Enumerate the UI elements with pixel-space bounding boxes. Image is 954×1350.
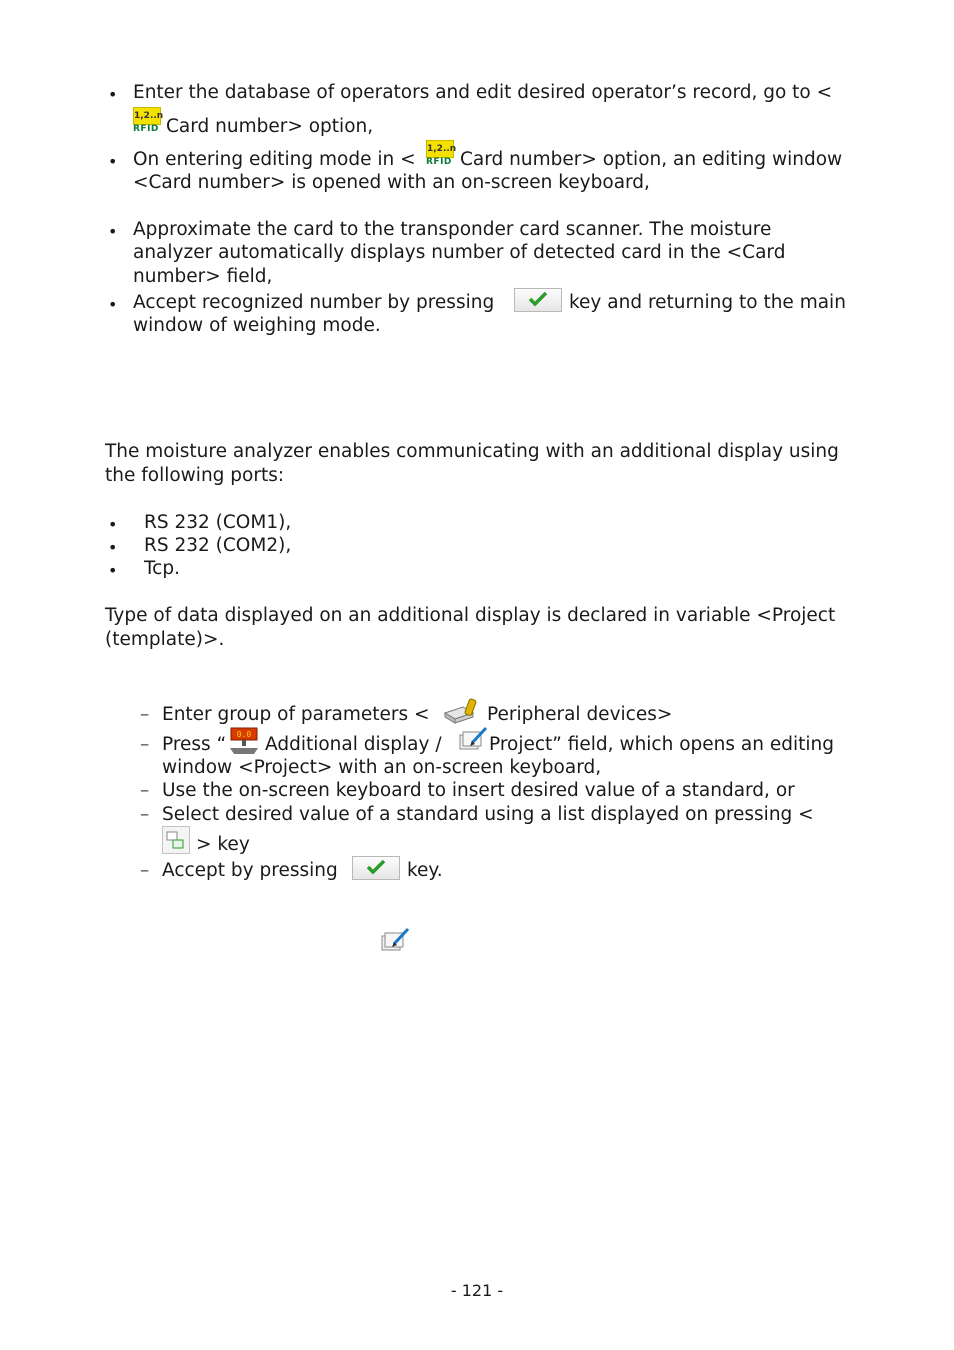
dash-marker: –	[140, 704, 150, 725]
dash-marker: –	[140, 734, 150, 755]
ok-key-icon	[352, 856, 400, 880]
bullet-text: window of weighing mode.	[133, 315, 381, 336]
step-text: Enter group of parameters <	[162, 704, 430, 725]
page-number: - 121 -	[450, 1281, 504, 1300]
list-select-icon	[162, 826, 190, 854]
step-text: window <Project> with an on-screen keyboard,	[162, 757, 602, 778]
step-text: Accept by pressing	[162, 860, 338, 881]
step-text: Peripheral devices>	[487, 704, 673, 725]
port-item: Tcp.	[144, 558, 180, 579]
step-text: > key	[196, 834, 250, 855]
peripheral-devices-icon	[443, 697, 481, 725]
paragraph-text: Type of data displayed on an additional display is declared in variable <Project	[105, 605, 836, 626]
bullet-marker: •	[108, 295, 118, 314]
bullet-text: Approximate the card to the transponder card scanner. The moisture	[133, 219, 772, 240]
bullet-marker: •	[108, 561, 118, 580]
rfid-card-icon: 1,2..n RFID	[133, 107, 161, 137]
project-edit-icon	[458, 726, 490, 754]
step-text: Use the on-screen keyboard to insert desired value of a standard, or	[162, 780, 795, 801]
bullet-marker: •	[108, 85, 118, 104]
additional-display-icon	[228, 727, 260, 755]
step-text: Additional display /	[265, 734, 442, 755]
bullet-marker: •	[108, 538, 118, 557]
paragraph-text: the following ports:	[105, 465, 285, 486]
paragraph-text: The moisture analyzer enables communicating with an additional display using	[105, 441, 839, 462]
bullet-marker: •	[108, 222, 118, 241]
ok-key-icon	[514, 288, 562, 312]
bullet-marker: •	[108, 152, 118, 171]
bullet-text: <Card number> is opened with an on-screen keyboard,	[133, 172, 650, 193]
project-edit-icon	[380, 927, 412, 955]
step-text: key.	[407, 860, 443, 881]
port-item: RS 232 (COM2),	[144, 535, 292, 556]
bullet-text: analyzer automatically displays number of detected card in the <Card	[133, 242, 786, 263]
bullet-text: number> field,	[133, 266, 273, 287]
bullet-text: Accept recognized number by pressing	[133, 292, 495, 313]
port-item: RS 232 (COM1),	[144, 512, 292, 533]
bullet-marker: •	[108, 515, 118, 534]
step-text: Select desired value of a standard using a list displayed on pressing <	[162, 804, 814, 825]
bullet-text: Card number> option,	[166, 116, 374, 137]
paragraph-text: (template)>.	[105, 629, 225, 650]
bullet-text: key and returning to the main	[569, 292, 846, 313]
bullet-text: On entering editing mode in <	[133, 149, 416, 170]
dash-marker: –	[140, 780, 150, 801]
bullet-text: Card number> option, an editing window	[460, 149, 843, 170]
dash-marker: –	[140, 860, 150, 881]
svg-text:0.0: 0.0	[236, 730, 252, 739]
bullet-text: Enter the database of operators and edit desired operator’s record, go to <	[133, 82, 833, 103]
step-text: Project” field, which opens an editing	[489, 734, 834, 755]
dash-marker: –	[140, 804, 150, 825]
step-text: Press “	[162, 734, 227, 755]
rfid-card-icon: 1,2..n RFID	[426, 140, 454, 170]
